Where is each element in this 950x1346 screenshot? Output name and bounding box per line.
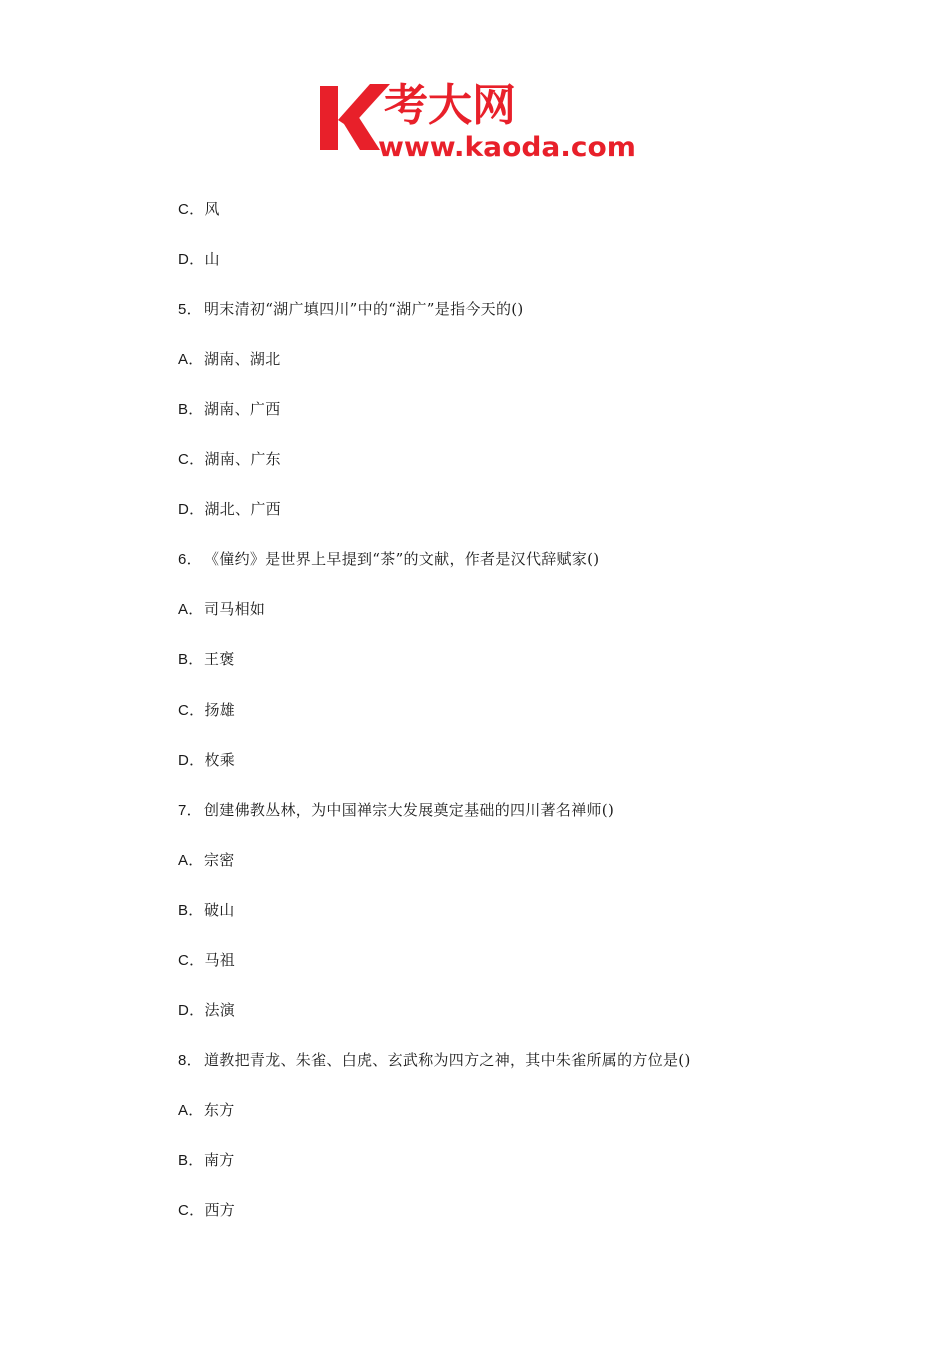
- question-line: [178, 298, 524, 320]
- line-text: 马祖: [204, 950, 236, 969]
- question-line: [178, 448, 281, 470]
- kaoda-logo: [318, 74, 640, 160]
- line-text: 南方: [204, 1150, 235, 1169]
- line-marker: A．: [178, 351, 204, 369]
- question-line: [178, 899, 235, 921]
- line-text: 司马相如: [204, 600, 266, 619]
- line-marker: A．: [178, 1101, 204, 1119]
- line-text: 扬雄: [204, 700, 236, 719]
- line-text: 明末清初“湖广填四川”中的“湖广”是指今天的(): [204, 300, 524, 319]
- line-text: 山: [204, 250, 220, 269]
- line-marker: D．: [178, 251, 205, 269]
- line-text: 湖南、湖北: [204, 350, 281, 369]
- line-text: 湖南、广西: [204, 400, 281, 419]
- logo-brand-cn: 考大网: [384, 80, 516, 131]
- line-text: 风: [204, 200, 220, 218]
- question-line: [178, 949, 235, 971]
- question-line: [178, 498, 281, 520]
- line-marker: 5．: [178, 301, 202, 319]
- line-text: 法演: [204, 1000, 236, 1019]
- line-marker: C．: [178, 201, 205, 218]
- line-text: 东方: [204, 1100, 235, 1119]
- question-line: [178, 198, 220, 220]
- question-line: [178, 1049, 691, 1071]
- line-marker: 7．: [178, 801, 202, 819]
- question-line: [178, 398, 281, 420]
- line-text: 创建佛教丛林，为中国禅宗大发展奠定基础的四川著名禅师(): [204, 800, 615, 819]
- line-marker: C．: [178, 1202, 205, 1219]
- logo-url: www.kaoda.com: [378, 132, 636, 160]
- line-marker: B．: [178, 1151, 204, 1169]
- line-marker: A．: [178, 851, 204, 869]
- question-line: [178, 648, 235, 670]
- question-line: [178, 749, 235, 771]
- question-line: [178, 1099, 235, 1121]
- question-line: [178, 1149, 235, 1171]
- question-line: [178, 799, 614, 821]
- line-marker: B．: [178, 651, 204, 669]
- line-text: 枚乘: [204, 750, 236, 769]
- line-marker: C．: [178, 701, 205, 719]
- line-text: 王褒: [204, 650, 235, 669]
- line-text: 西方: [204, 1201, 236, 1219]
- line-text: 宗密: [204, 850, 235, 869]
- line-marker: B．: [178, 901, 204, 919]
- question-line: [178, 699, 235, 721]
- line-text: 道教把青龙、朱雀、白虎、玄武称为四方之神，其中朱雀所属的方位是(): [204, 1050, 691, 1069]
- line-marker: D．: [178, 1001, 205, 1019]
- line-marker: D．: [178, 501, 205, 519]
- line-marker: C．: [178, 951, 205, 969]
- question-line: [178, 1199, 235, 1221]
- line-marker: 6．: [178, 551, 202, 569]
- line-marker: A．: [178, 601, 204, 619]
- line-marker: D．: [178, 751, 205, 769]
- question-line: [178, 548, 599, 570]
- question-line: [178, 348, 281, 370]
- line-marker: B．: [178, 401, 204, 419]
- question-line: [178, 999, 235, 1021]
- line-marker: C．: [178, 451, 205, 469]
- question-line: [178, 849, 235, 871]
- question-line: [178, 248, 220, 270]
- line-text: 湖北、广西: [204, 500, 281, 519]
- line-marker: 8．: [178, 1051, 202, 1069]
- line-text: 《僮约》是世界上早提到“茶”的文献，作者是汉代辞赋家(): [204, 550, 600, 569]
- line-text: 破山: [204, 900, 235, 919]
- line-text: 湖南、广东: [204, 450, 281, 469]
- question-line: [178, 598, 265, 620]
